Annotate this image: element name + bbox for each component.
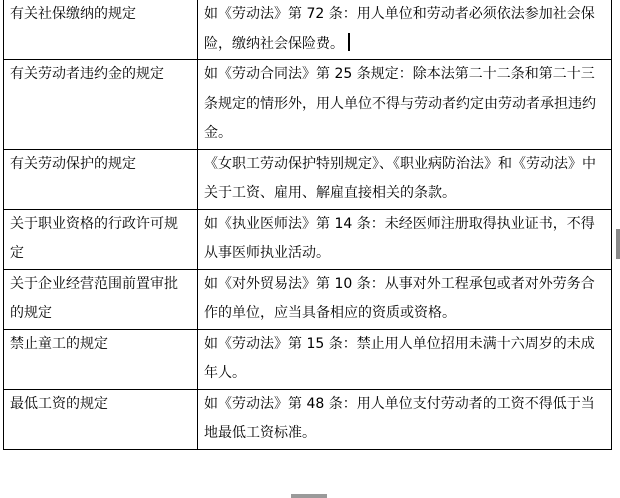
text-cursor [348,33,350,51]
content-text: 如《劳动法》第 72 条：用人单位和劳动者必须依法参加社会保险，缴纳社会保险费。 [204,6,595,52]
content-cell[interactable]: 如《劳动法》第 48 条：用人单位支付劳动者的工资不得低于当地最低工资标准。 [198,389,612,449]
table-row [4,389,612,449]
topic-cell[interactable]: 关于职业资格的行政许可规定 [4,209,198,269]
content-cell[interactable] [198,0,612,60]
content-cell[interactable]: 如《对外贸易法》第 10 条：从事对外工程承包或者对外劳务合作的单位，应当具备相应的资质或资格。 [198,269,612,329]
topic-cell[interactable]: 有关劳动者违约金的规定 [4,60,198,150]
topic-cell[interactable]: 有关劳动保护的规定 [4,149,198,209]
table-row [4,60,612,150]
content-cell[interactable]: 如《劳动法》第 15 条：禁止用人单位招用未满十六周岁的未成年人。 [198,329,612,389]
content-cell[interactable]: 如《执业医师法》第 14 条：未经医师注册取得执业证书，不得从事医师执业活动。 [198,209,612,269]
regulations-table [3,0,612,450]
table-row [4,209,612,269]
table-row [4,269,612,329]
bottom-scroll-handle[interactable] [291,494,327,498]
topic-cell[interactable]: 禁止童工的规定 [4,329,198,389]
side-resize-handle[interactable] [616,229,620,259]
content-cell[interactable]: 如《劳动合同法》第 25 条规定：除本法第二十二条和第二十三条规定的情形外，用人单位不得与劳动者约定由劳动者承担违约金。 [198,60,612,150]
table-row [4,149,612,209]
topic-cell[interactable]: 有关社保缴纳的规定 [4,0,198,60]
topic-cell[interactable]: 最低工资的规定 [4,389,198,449]
table-row [4,329,612,389]
topic-cell[interactable]: 关于企业经营范围前置审批的规定 [4,269,198,329]
content-cell[interactable]: 《女职工劳动保护特别规定》、《职业病防治法》和《劳动法》中关于工资、雇用、解雇直接相关的条款。 [198,149,612,209]
table-row [4,0,612,60]
